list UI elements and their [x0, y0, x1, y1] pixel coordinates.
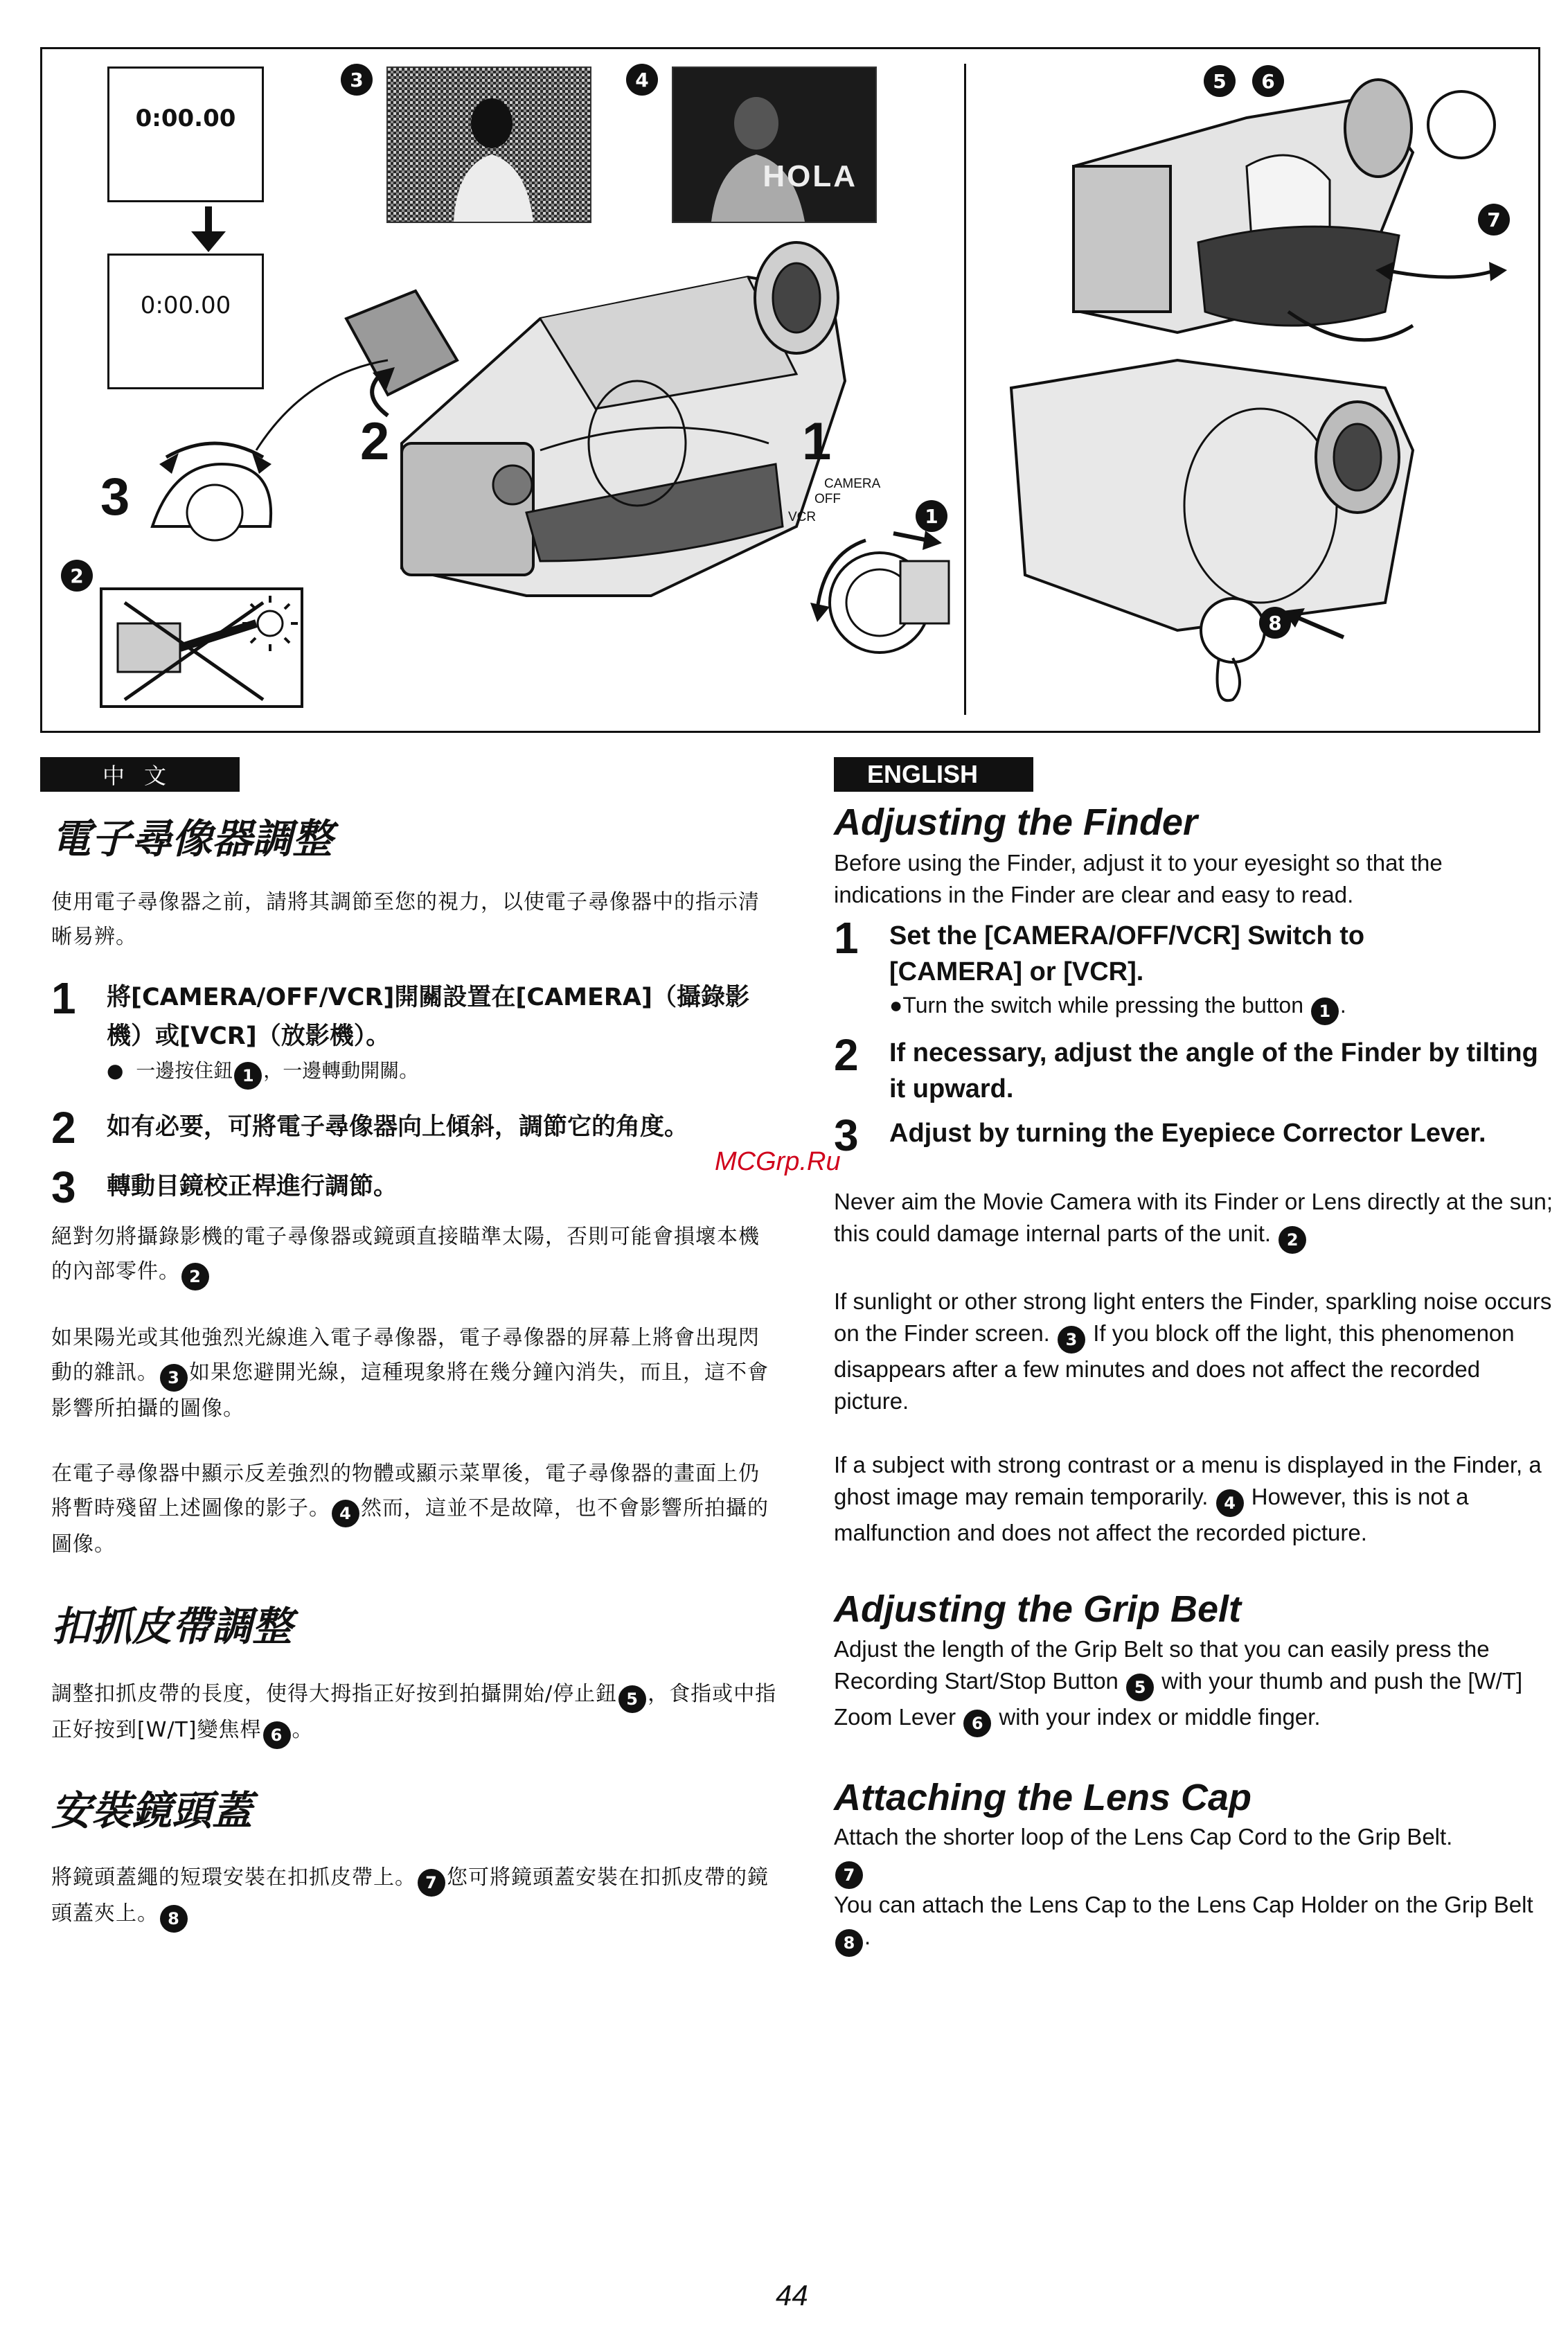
zh-para-sun-text: 絕對勿將攝錄影機的電子尋像器或鏡頭直接瞄準太陽，否則可能會損壞本機的內部零件。	[51, 1224, 760, 1284]
zh-step-2-number: 2	[51, 1102, 76, 1153]
ghost-overlay-text: HOLA	[763, 159, 857, 193]
en-callout-3-badge: 3	[1058, 1326, 1085, 1354]
figure-step-1-label: 1	[802, 412, 832, 471]
en-para-ghost-text-a: If a subject with strong contrast or a menu is displayed in the Finder, a ghost image may remain temporarily.	[834, 1452, 1542, 1510]
en-para-sun	[834, 1186, 1554, 1254]
zh-step-3-text: 轉動目鏡校正桿進行調節。	[107, 1172, 398, 1200]
watermark: MCGrp.Ru	[715, 1147, 841, 1176]
zh-callout-6-badge: 6	[263, 1721, 291, 1749]
zh-para-ghost	[51, 1457, 778, 1562]
en-step-3-text: Adjust by turning the Eyepiece Corrector Lever.	[889, 1119, 1486, 1148]
en-para-light-text-b: If you block off the light, this phenomenon disappears after a few minutes and does not affect the recorded picture.	[834, 1320, 1515, 1414]
zh-step-3-number: 3	[51, 1162, 76, 1212]
figure-step-2-label: 2	[360, 412, 390, 471]
zh-para-cap-text-a: 將鏡頭蓋繩的短環安裝在扣抓皮帶上。	[51, 1865, 416, 1890]
zh-intro: 使用電子尋像器之前，請將其調節至您的視力，以使電子尋像器中的指示清晰易辨。	[51, 889, 760, 949]
en-step-1	[834, 913, 1554, 1025]
zh-step-2-text: 如有必要，可將電子尋像器向上傾斜，調節它的角度。	[107, 1112, 689, 1141]
zh-step-2	[51, 1102, 778, 1153]
en-para-light	[834, 1286, 1554, 1417]
callout-1-badge: 1	[916, 500, 947, 532]
zh-para-cap-text-b: 您可將鏡頭蓋安裝在扣抓皮帶的鏡頭蓋夾上。	[51, 1865, 769, 1926]
en-para-grip-text-c: with your index or middle finger.	[999, 1703, 1321, 1730]
zh-para-grip-text-a: 調整扣抓皮帶的長度，使得大拇指正好按到拍攝開始/停止鈕	[51, 1681, 618, 1706]
zh-para-grip	[51, 1677, 778, 1749]
zh-step-1-bullet-text-a: 一邊按住鈕	[136, 1058, 233, 1082]
zh-step-1-text: 將[CAMERA/OFF/VCR]開關設置在[CAMERA]（攝錄影機）或[VCR]（放影機）。	[107, 983, 749, 1050]
dial-label-vcr: VCR	[788, 510, 817, 524]
zh-step-3	[51, 1162, 778, 1212]
en-step-2-number: 2	[834, 1030, 859, 1081]
zh-para-ghost-text-b: 然而，這並不是故障，也不會影響所拍攝的圖像。	[51, 1496, 769, 1556]
zh-callout-1-badge: 1	[234, 1062, 262, 1090]
en-callout-7-badge: 7	[835, 1861, 863, 1889]
illustration-divider	[964, 64, 966, 715]
en-step-1-bullet	[889, 990, 1554, 1025]
camcorder-grip-illustration	[970, 62, 1524, 717]
page-number: 44	[776, 2279, 808, 2312]
chinese-column	[51, 817, 778, 1933]
zh-callout-5-badge: 5	[618, 1685, 646, 1713]
en-heading-grip: Adjusting the Grip Belt	[834, 1588, 1241, 1631]
callout-4-badge: 4	[626, 64, 658, 96]
sparkling-noise-photo	[386, 66, 591, 223]
en-step-1-number: 1	[834, 913, 859, 964]
callout-5-badge: 5	[1204, 65, 1236, 97]
en-callout-2-badge: 2	[1279, 1226, 1306, 1254]
zh-para-ghost-text-a: 在電子尋像器中顯示反差強烈的物體或顯示菜單後，電子尋像器的畫面上仍將暫時殘留上述圖像的影子。	[51, 1461, 760, 1520]
ghost-finder-image-icon	[673, 68, 875, 222]
callout-3-badge: 3	[341, 64, 373, 96]
en-para-ghost-text-b: However, this is not a malfunction and does not affect the recorded picture.	[834, 1484, 1469, 1546]
chinese-section-tag: 中文	[40, 757, 240, 792]
zh-step-1	[51, 973, 778, 1090]
english-section-tag: ENGLISH	[834, 757, 1033, 792]
en-step-3	[834, 1110, 1554, 1161]
en-para-cap-text-b: You can attach the Lens Cap to the Lens Cap Holder on the Grip Belt	[834, 1892, 1533, 1918]
zh-callout-4-badge: 4	[332, 1500, 359, 1527]
en-step-2-text: If necessary, adjust the angle of the Finder by tilting it upward.	[889, 1038, 1538, 1104]
en-para-sun-text: Never aim the Movie Camera with its Finder or Lens directly at the sun; this could damage internal parts of the unit.	[834, 1189, 1553, 1247]
zh-heading-grip: 扣抓皮帶調整	[51, 1602, 293, 1650]
en-callout-1-badge: 1	[1311, 997, 1339, 1025]
zh-callout-2-badge: 2	[181, 1263, 209, 1290]
en-para-cap-end: .	[864, 1924, 871, 1950]
zh-callout-3-badge: 3	[160, 1364, 188, 1392]
zh-step-1-bullet	[107, 1056, 778, 1090]
noisy-finder-image-icon	[388, 68, 590, 222]
en-step-1-text: Set the [CAMERA/OFF/VCR] Switch to [CAMERA] or [VCR].	[889, 921, 1365, 987]
en-step-2	[834, 1030, 1554, 1107]
zh-para-light	[51, 1321, 778, 1426]
zh-step-1-bullet-text-b: ，一邊轉動開關。	[263, 1058, 419, 1082]
en-para-cap-text-a: Attach the shorter loop of the Lens Cap Cord to the Grip Belt.	[834, 1824, 1453, 1850]
en-intro: Before using the Finder, adjust it to your eyesight so that the indications in the Finder are clear and easy to read.	[834, 850, 1443, 908]
english-column	[834, 802, 1554, 1957]
en-heading-cap: Attaching the Lens Cap	[834, 1776, 1252, 1818]
en-callout-5-badge: 5	[1126, 1674, 1154, 1701]
en-callout-6-badge: 6	[963, 1710, 991, 1737]
en-para-ghost	[834, 1449, 1554, 1549]
en-para-light-text-a: If sunlight or other strong light enters the Finder, sparkling noise occurs on the Finder screen.	[834, 1288, 1552, 1347]
en-para-cap-a	[834, 1821, 1554, 1889]
callout-8-badge: 8	[1259, 607, 1291, 639]
finder-counter-box-top	[107, 66, 264, 202]
zh-step-1-number: 1	[51, 973, 76, 1023]
en-para-grip	[834, 1633, 1554, 1737]
zh-heading-finder: 電子尋像器調整	[51, 815, 333, 862]
zh-para-grip-text-b: ，食指或中指正好按到[W/T]變焦桿	[51, 1681, 777, 1742]
zh-para-grip-text-c: 。	[292, 1717, 314, 1742]
zh-para-light-text-a: 如果陽光或其他強烈光線進入電子尋像器，電子尋像器的屏幕上將會出現閃動的雜訊。	[51, 1325, 760, 1385]
en-para-grip-text-a: Adjust the length of the Grip Belt so that you can easily press the Recording Start/Stop Button	[834, 1635, 1490, 1694]
zh-heading-cap: 安裝鏡頭蓋	[51, 1786, 253, 1834]
finder-counter-bottom: 0:00.00	[140, 292, 231, 319]
dial-label-camera: CAMERA	[824, 477, 881, 491]
callout-7-badge: 7	[1478, 204, 1510, 236]
en-para-grip-text-b: with your thumb and push the [W/T] Zoom Lever	[834, 1667, 1523, 1730]
callout-2-badge: 2	[61, 560, 93, 592]
zh-bullet-dot-icon: ●	[107, 1058, 136, 1082]
zh-para-cap	[51, 1861, 778, 1933]
en-callout-4-badge: 4	[1216, 1489, 1244, 1517]
zh-callout-8-badge: 8	[160, 1905, 188, 1933]
en-heading-finder: Adjusting the Finder	[834, 801, 1197, 843]
zh-para-sun	[51, 1220, 778, 1290]
ghost-image-photo	[672, 66, 877, 223]
callout-6-badge: 6	[1252, 65, 1284, 97]
en-step-3-number: 3	[834, 1110, 859, 1161]
figure-step-3-label: 3	[100, 468, 130, 526]
dial-label-off: OFF	[814, 492, 841, 506]
en-step-1-bullet-end: .	[1339, 993, 1346, 1018]
zh-callout-7-badge: 7	[418, 1869, 445, 1897]
en-callout-8-badge: 8	[835, 1929, 863, 1957]
finder-counter-top: 0:00.00	[135, 105, 236, 132]
zh-para-light-text-b: 如果您避開光線，這種現象將在幾分鐘內消失，而且，這不會影響所拍攝的圖像。	[51, 1360, 769, 1421]
en-para-cap-b	[834, 1889, 1554, 1957]
en-step-1-bullet-text: ●Turn the switch while pressing the button	[889, 993, 1303, 1018]
